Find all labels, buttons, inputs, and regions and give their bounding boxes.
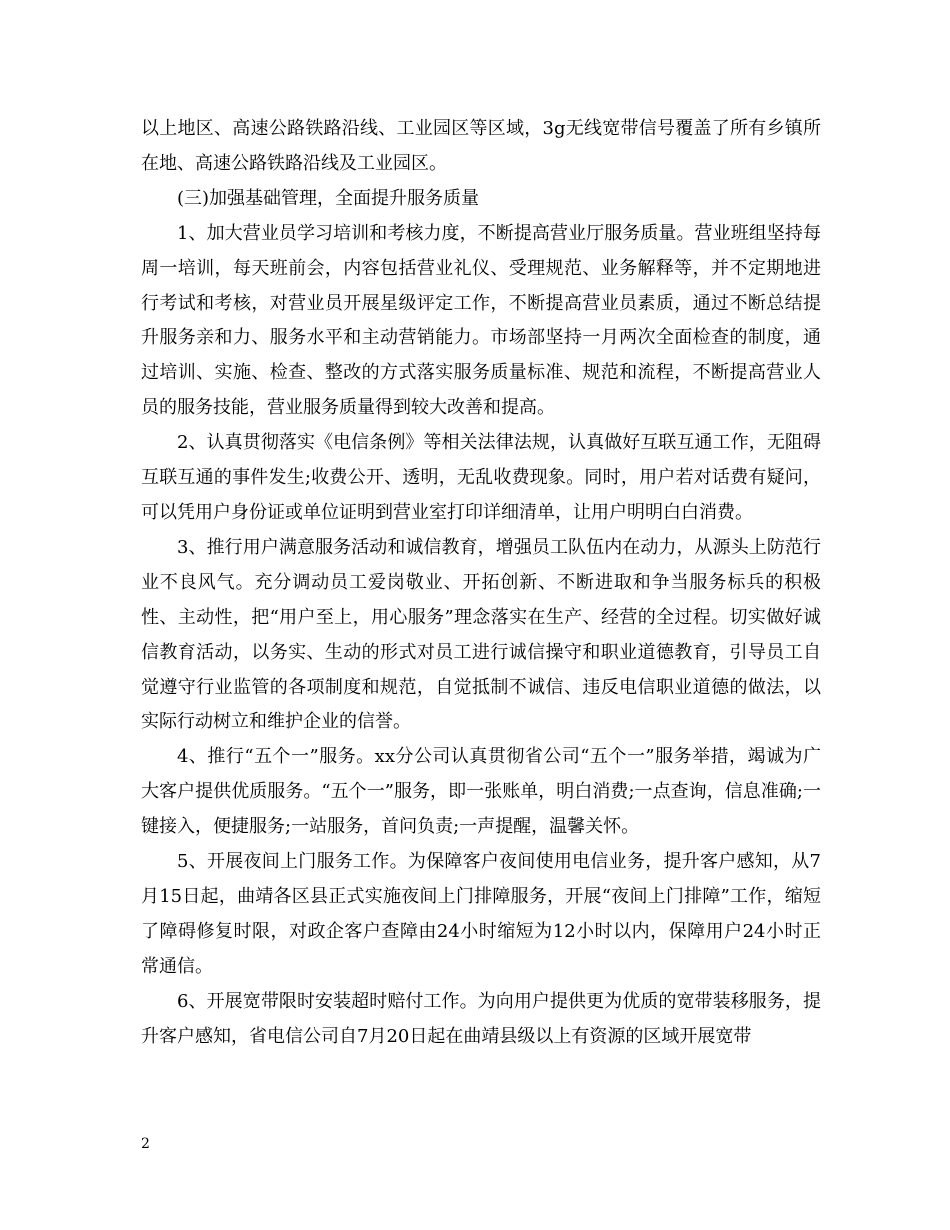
paragraph-coverage-continued: 以上地区、高速公路铁路沿线、工业园区等区域，3g无线宽带信号覆盖了所有乡镇所在地、高速公路铁路沿线及工业园区。 xyxy=(141,118,821,174)
section-heading-service-quality: (三)加强基础管理，全面提升服务质量 xyxy=(177,187,480,209)
paragraph-item-6-broadband: 6、开展宽带限时安装超时赔付工作。为向用户提供更为优质的宽带装移服务，提升客户感知，省电信公司自7月20日起在曲靖县级以上有资源的区域开展宽带 xyxy=(141,990,821,1047)
paragraph-item-4-five-ones: 4、推行“五个一”服务。xx分公司认真贯彻省公司“五个一”服务举措，竭诚为广大客户提供优质服务。“五个一”服务，即一张账单，明白消费;一点查询，信息准确;一键接入，便捷服务;一站服务，首问负责;一声提醒，温馨关怀。 xyxy=(141,746,821,838)
paragraph-item-5-night-service: 5、开展夜间上门服务工作。为保障客户夜间使用电信业务，提升客户感知，从7月15日起，曲靖各区县正式实施夜间上门排障服务，开展“夜间上门排障”工作，缩短了障碍修复时限，对政企客户查障由24小时缩短为12小时以内，保障用户24小时正常通信。 xyxy=(141,851,821,977)
page-number: 2 xyxy=(141,1136,150,1152)
paragraph-item-2-regulations: 2、认真贯彻落实《电信条例》等相关法律法规，认真做好互联互通工作，无阻碍互联互通的事件发生;收费公开、透明，无乱收费现象。同时，用户若对话费有疑问，可以凭用户身份证或单位证明到营业室打印详细清单，让用户明明白白消费。 xyxy=(141,432,821,523)
document-body xyxy=(141,112,821,1054)
paragraph-item-1-training: 1、加大营业员学习培训和考核力度，不断提高营业厅服务质量。营业班组坚持每周一培训，每天班前会，内容包括营业礼仪、受理规范、业务解释等，并不定期地进行考试和考核，对营业员开展星级评定工作，不断提高营业员素质，通过不断总结提升服务亲和力、服务水平和主动营销能力。市场部坚持一月两次全面检查的制度，通过培训、实施、检查、整改的方式落实服务质量标准、规范和流程，不断提高营业人员的服务技能，营业服务质量得到较大改善和提高。 xyxy=(141,222,821,419)
paragraph-item-3-integrity: 3、推行用户满意服务活动和诚信教育，增强员工队伍内在动力，从源头上防范行业不良风气。充分调动员工爱岗敬业、开拓创新、不断进取和争当服务标兵的积极性、主动性，把“用户至上，用心服务”理念落实在生产、经营的全过程。切实做好诚信教育活动，以务实、生动的形式对员工进行诚信操守和职业道德教育，引导员工自觉遵守行业监管的各项制度和规范，自觉抵制不诚信、违反电信职业道德的做法，以实际行动树立和维护企业的信誉。 xyxy=(141,536,821,733)
